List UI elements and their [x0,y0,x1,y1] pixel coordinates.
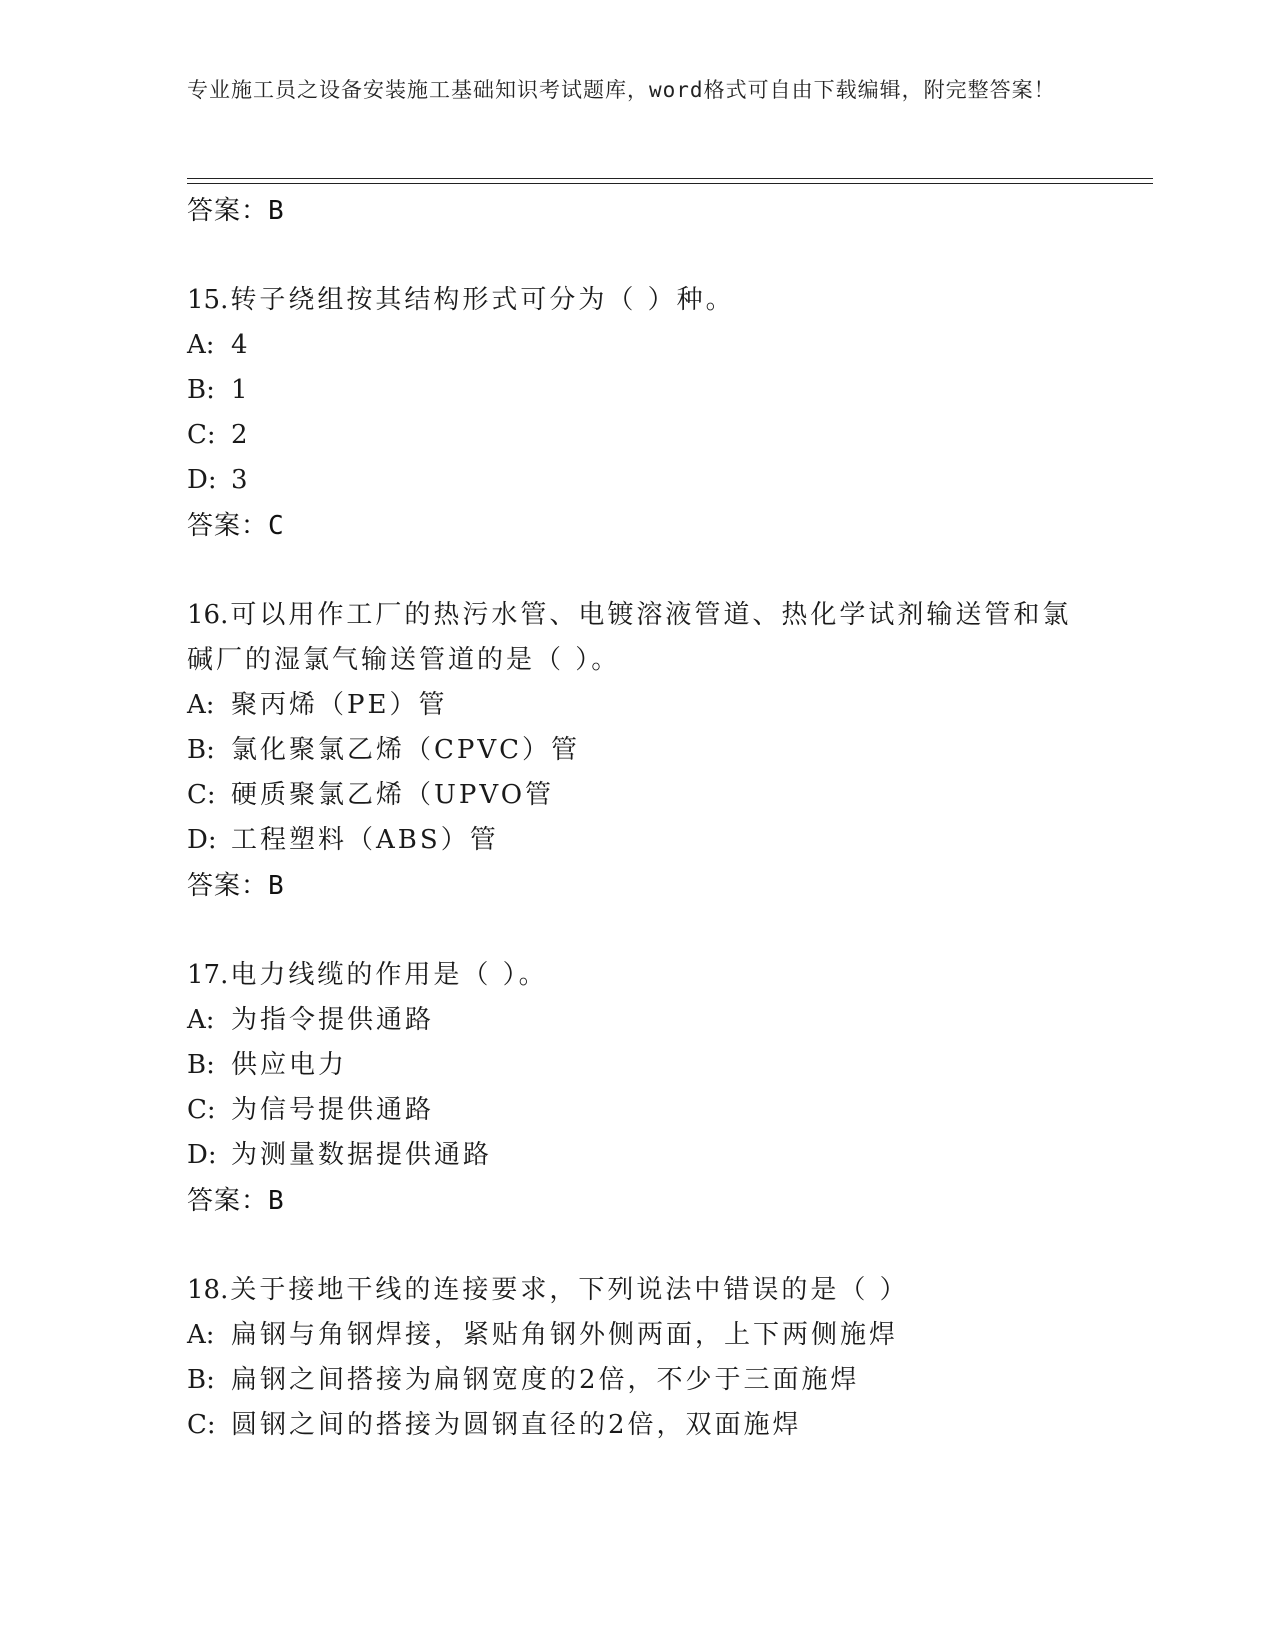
option-c [187,773,1153,818]
option-key: B: [187,735,215,765]
question-number: 18. [187,1275,229,1305]
option-key: C: [187,1095,216,1125]
answer-line [187,863,1153,909]
option-b [187,1043,1153,1088]
answer-line [187,1178,1153,1224]
answer-value: B [268,1186,285,1216]
question-number: 15. [187,285,229,315]
option-key: A: [187,330,215,360]
question-stem [187,953,1087,998]
question-text: 转子绕组按其结构形式可分为（ ）种。 [230,285,735,315]
question-stem [187,278,1087,323]
option-text: 硬质聚氯乙烯（UPVO管 [231,780,555,810]
answer-label: 答案： [187,511,269,541]
question-15 [187,278,1153,549]
option-text: 扁钢与角钢焊接，紧贴角钢外侧两面，上下两侧施焊 [231,1320,899,1350]
spacer [187,909,1153,953]
option-text: 3 [231,465,251,495]
question-text: 电力线缆的作用是（ ）。 [230,960,548,990]
option-text: 4 [231,330,251,360]
option-b [187,368,1153,413]
option-text: 为信号提供通路 [231,1095,435,1125]
page-header: 专业施工员之设备安装施工基础知识考试题库，word格式可自由下载编辑，附完整答案！ [187,78,1056,102]
question-list [187,188,1153,1448]
question-18 [187,1268,1153,1448]
option-d [187,458,1153,503]
option-text: 为指令提供通路 [231,1005,435,1035]
question-text: 可以用作工厂的热污水管、电镀溶液管道、热化学试剂输送管和氯碱厂的湿氯气输送管道的是（ ）。 [187,600,1072,675]
spacer [187,234,1153,278]
option-text: 供应电力 [231,1050,348,1080]
option-d [187,1133,1153,1178]
option-b [187,1358,1153,1403]
question-17 [187,953,1153,1224]
option-key: C: [187,420,216,450]
option-text: 1 [231,375,251,405]
option-key: A: [187,1320,215,1350]
option-key: C: [187,780,216,810]
option-text: 氯化聚氯乙烯（CPVC）管 [231,735,581,765]
question-stem [187,1268,1087,1313]
option-key: D: [187,465,217,495]
option-c [187,1088,1153,1133]
option-a [187,683,1153,728]
option-text: 圆钢之间的搭接为圆钢直径的2倍，双面施焊 [231,1410,802,1440]
option-b [187,728,1153,773]
option-a [187,998,1153,1043]
spacer [187,1224,1153,1268]
option-a [187,1313,1153,1358]
answer-value: C [268,511,285,541]
question-number: 17. [187,960,229,990]
option-text: 工程塑料（ABS）管 [231,825,499,855]
answer-value: B [268,196,285,226]
header-rule-top [187,178,1153,179]
question-16 [187,593,1153,909]
answer-line [187,188,1153,234]
option-c [187,413,1153,458]
option-text: 2 [231,420,251,450]
option-key: D: [187,825,217,855]
question-text: 关于接地干线的连接要求，下列说法中错误的是（ ） [230,1275,909,1305]
question-stem [187,593,1087,683]
spacer [187,549,1153,593]
question-number: 16. [187,600,229,630]
option-key: B: [187,1050,215,1080]
option-key: B: [187,1365,215,1395]
option-c [187,1403,1153,1448]
option-a [187,323,1153,368]
answer-label: 答案： [187,871,269,901]
option-text: 扁钢之间搭接为扁钢宽度的2倍，不少于三面施焊 [231,1365,860,1395]
option-key: C: [187,1410,216,1440]
answer-label: 答案： [187,1186,269,1216]
option-text: 聚丙烯（PE）管 [231,690,448,720]
answer-line [187,503,1153,549]
option-key: A: [187,1005,215,1035]
header-rule-bottom [187,183,1153,184]
option-d [187,818,1153,863]
option-text: 为测量数据提供通路 [231,1140,493,1170]
answer-label: 答案： [187,196,269,226]
answer-value: B [268,871,285,901]
option-key: D: [187,1140,217,1170]
option-key: B: [187,375,215,405]
option-key: A: [187,690,215,720]
